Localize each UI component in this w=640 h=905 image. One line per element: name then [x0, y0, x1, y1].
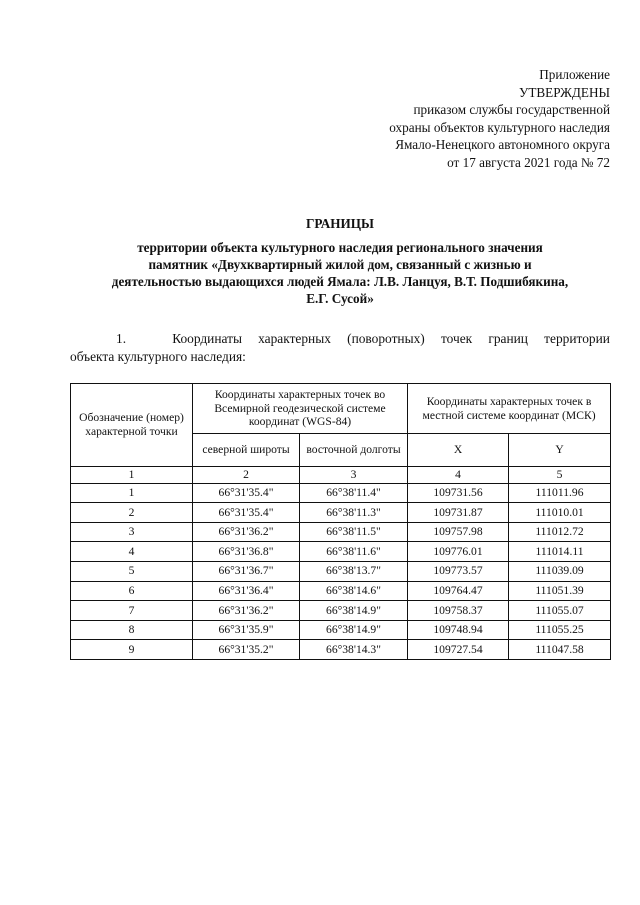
- table-row: [71, 522, 611, 542]
- cell-y: 111012.72: [509, 522, 611, 542]
- cell-lat: 66°31'36.8": [193, 542, 300, 562]
- cell-x: 109758.37: [408, 601, 509, 621]
- column-number: 3: [300, 467, 408, 484]
- cell-point: 5: [71, 561, 193, 581]
- cell-x: 109731.87: [408, 503, 509, 523]
- cell-lon: 66°38'11.4": [300, 483, 408, 503]
- header-x: X: [408, 434, 509, 467]
- title-line: памятник «Двухквартирный жилой дом, связанный с жизнью и: [148, 257, 532, 272]
- header-lat: северной широты: [193, 434, 300, 467]
- table-row: [71, 620, 611, 640]
- cell-lon: 66°38'11.3": [300, 503, 408, 523]
- table-row: [71, 503, 611, 523]
- header-wgs: Координаты характерных точек во Всемирной геодезической системе координат (WGS-84): [193, 384, 408, 434]
- cell-lon: 66°38'11.5": [300, 522, 408, 542]
- approval-block: [310, 66, 610, 172]
- header-y: Y: [509, 434, 611, 467]
- cell-x: 109757.98: [408, 522, 509, 542]
- cell-lat: 66°31'35.4": [193, 483, 300, 503]
- header-lon: восточной долготы: [300, 434, 408, 467]
- cell-point: 9: [71, 640, 193, 660]
- cell-y: 111047.58: [509, 640, 611, 660]
- cell-y: 111014.11: [509, 542, 611, 562]
- cell-y: 111039.09: [509, 561, 611, 581]
- cell-y: 111055.25: [509, 620, 611, 640]
- header-point: Обозначение (номер) характерной точки: [71, 384, 193, 467]
- approval-line: приказом службы государственной: [413, 102, 610, 118]
- column-number: 1: [71, 467, 193, 484]
- cell-lon: 66°38'11.6": [300, 542, 408, 562]
- cell-lat: 66°31'36.2": [193, 601, 300, 621]
- paragraph-word: Координаты: [172, 331, 242, 346]
- cell-lat: 66°31'36.4": [193, 581, 300, 601]
- cell-point: 4: [71, 542, 193, 562]
- paragraph-line: объекта культурного наследия:: [70, 348, 246, 364]
- cell-point: 3: [71, 522, 193, 542]
- paragraph-1: [70, 330, 610, 365]
- title-main: ГРАНИЦЫ: [305, 216, 374, 231]
- table-row: [71, 483, 611, 503]
- cell-lat: 66°31'36.7": [193, 561, 300, 581]
- title-line: деятельностью выдающихся людей Ямала: Л.В. Ланцуя, В.Т. Подшибякина,: [111, 274, 569, 289]
- cell-x: 109773.57: [408, 561, 509, 581]
- cell-x: 109748.94: [408, 620, 509, 640]
- approval-line: от 17 августа 2021 года № 72: [447, 154, 610, 170]
- document-title: [70, 215, 610, 307]
- column-number: 5: [509, 467, 611, 484]
- paragraph-word: границ: [488, 331, 528, 346]
- paragraph-number: 1.: [116, 331, 127, 346]
- cell-y: 111011.96: [509, 483, 611, 503]
- paragraph-word: (поворотных): [347, 331, 425, 346]
- cell-point: 1: [71, 483, 193, 503]
- approval-line: Приложение: [539, 67, 610, 82]
- column-number: 2: [193, 467, 300, 484]
- cell-point: 6: [71, 581, 193, 601]
- table-row: [71, 640, 611, 660]
- title-line: территории объекта культурного наследия регионального значения: [137, 240, 543, 255]
- cell-lon: 66°38'14.9": [300, 620, 408, 640]
- approval-line: Ямало-Ненецкого автономного округа: [395, 137, 610, 153]
- cell-point: 7: [71, 601, 193, 621]
- cell-lat: 66°31'35.9": [193, 620, 300, 640]
- approval-line: УТВЕРЖДЕНЫ: [518, 84, 610, 100]
- cell-y: 111010.01: [509, 503, 611, 523]
- cell-lon: 66°38'13.7": [300, 561, 408, 581]
- column-number: 4: [408, 467, 509, 484]
- cell-lat: 66°31'35.2": [193, 640, 300, 660]
- cell-lon: 66°38'14.9": [300, 601, 408, 621]
- cell-lon: 66°38'14.6": [300, 581, 408, 601]
- paragraph-word: территории: [544, 331, 610, 346]
- paragraph-word: характерных: [258, 331, 331, 346]
- cell-y: 111051.39: [509, 581, 611, 601]
- cell-point: 2: [71, 503, 193, 523]
- table-row: [71, 581, 611, 601]
- paragraph-word: точек: [440, 331, 473, 346]
- cell-x: 109727.54: [408, 640, 509, 660]
- approval-line: охраны объектов культурного наследия: [389, 119, 610, 135]
- cell-point: 8: [71, 620, 193, 640]
- header-msk: Координаты характерных точек в местной системе координат (МСК): [408, 384, 611, 434]
- column-number-row: [71, 467, 611, 484]
- cell-lat: 66°31'36.2": [193, 522, 300, 542]
- cell-x: 109764.47: [408, 581, 509, 601]
- cell-lon: 66°38'14.3": [300, 640, 408, 660]
- cell-y: 111055.07: [509, 601, 611, 621]
- paragraph-line: [70, 330, 610, 348]
- title-line: Е.Г. Сусой»: [306, 291, 374, 306]
- cell-lat: 66°31'35.4": [193, 503, 300, 523]
- table-row: [71, 601, 611, 621]
- cell-x: 109776.01: [408, 542, 509, 562]
- coordinates-table: [70, 383, 611, 660]
- table-row: [71, 542, 611, 562]
- cell-x: 109731.56: [408, 483, 509, 503]
- table-row: [71, 561, 611, 581]
